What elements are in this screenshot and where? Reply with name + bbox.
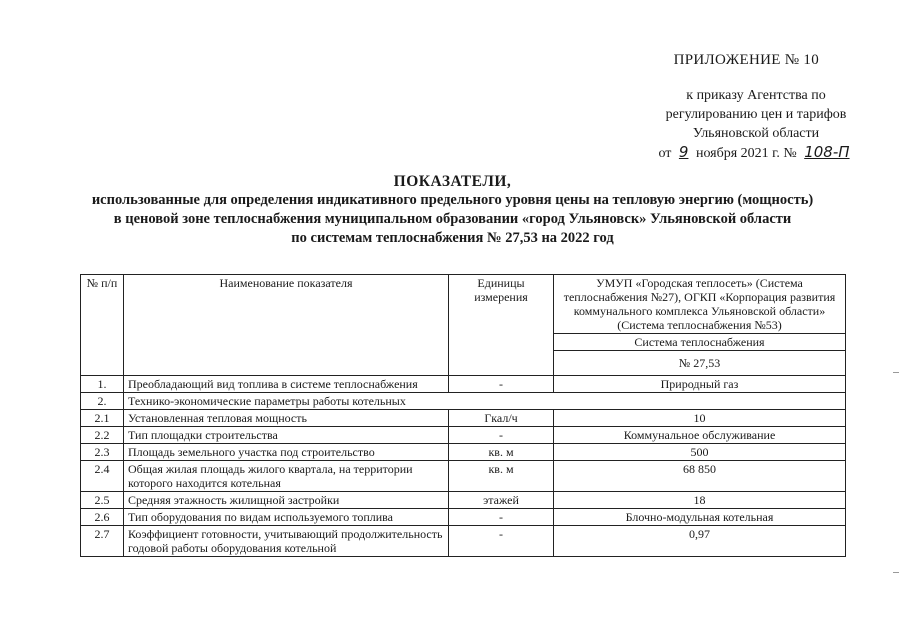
row-name: Установленная тепловая мощность xyxy=(124,410,449,427)
indicators-table xyxy=(80,274,846,557)
row-unit: Гкал/ч xyxy=(449,410,554,427)
row-value: 500 xyxy=(554,444,846,461)
row-unit: - xyxy=(449,376,554,393)
table-row xyxy=(81,427,846,444)
row-unit: кв. м xyxy=(449,444,554,461)
table-row xyxy=(81,444,846,461)
row-name: Коэффициент готовности, учитывающий продолжительность годовой работы оборудования котельной xyxy=(124,526,449,557)
row-value: Коммунальное обслуживание xyxy=(554,427,846,444)
row-value: Блочно-модульная котельная xyxy=(554,509,846,526)
row-name: Площадь земельного участка под строительство xyxy=(124,444,449,461)
row-value: Природный газ xyxy=(554,376,846,393)
row-unit: - xyxy=(449,526,554,557)
handwritten-order-number: 108-П xyxy=(804,143,850,161)
date-prefix: от xyxy=(658,146,672,161)
handwritten-day: 9 xyxy=(678,143,689,161)
header-system-number: № 27,53 xyxy=(554,351,846,376)
table-row xyxy=(81,376,846,393)
date-rest: ноября 2021 г. № xyxy=(695,146,797,161)
row-unit: кв. м xyxy=(449,461,554,492)
row-value: 68 850 xyxy=(554,461,846,492)
order-line-1: к приказу Агентства по xyxy=(686,88,826,103)
row-unit: - xyxy=(449,509,554,526)
appendix-title: ПРИЛОЖЕНИЕ № 10 xyxy=(673,52,819,68)
row-name: Преобладающий вид топлива в системе теплоснабжения xyxy=(124,376,449,393)
header-num: № п/п xyxy=(81,275,124,376)
table-row xyxy=(81,492,846,509)
heading-title: ПОКАЗАТЕЛИ, xyxy=(393,173,512,190)
row-num: 1. xyxy=(81,376,124,393)
row-unit: - xyxy=(449,427,554,444)
order-line-3: Ульяновской области xyxy=(692,126,820,141)
scan-edge-mark xyxy=(893,372,899,373)
row-num: 2.2 xyxy=(81,427,124,444)
row-unit: этажей xyxy=(449,492,554,509)
heading-line-3: по системам теплоснабжения № 27,53 на 2022 год xyxy=(291,230,614,246)
heading-line-2: в ценовой зоне теплоснабжения муниципальном образовании «город Ульяновск» Ульяновской области xyxy=(113,211,792,227)
table-header-row xyxy=(81,275,846,334)
row-name: Тип площадки строительства xyxy=(124,427,449,444)
row-value: 18 xyxy=(554,492,846,509)
row-name: Средняя этажность жилищной застройки xyxy=(124,492,449,509)
header-organizations: УМУП «Городская теплосеть» (Система теплоснабжения №27), ОГКП «Корпорация развития коммунального комплекса Ульяновской области» (Система теплоснабжения №53) xyxy=(554,275,846,334)
document-heading xyxy=(60,172,845,248)
row-num: 2.5 xyxy=(81,492,124,509)
scan-edge-mark xyxy=(893,572,899,573)
order-reference xyxy=(651,86,861,163)
row-value: 0,97 xyxy=(554,526,846,557)
row-num: 2.3 xyxy=(81,444,124,461)
row-num: 2.6 xyxy=(81,509,124,526)
row-num: 2.1 xyxy=(81,410,124,427)
table-row xyxy=(81,509,846,526)
row-num: 2.4 xyxy=(81,461,124,492)
row-name: Технико-экономические параметры работы котельных xyxy=(124,393,846,410)
row-num: 2. xyxy=(81,393,124,410)
table-row xyxy=(81,410,846,427)
table-row xyxy=(81,393,846,410)
table-row xyxy=(81,461,846,492)
row-name: Тип оборудования по видам используемого топлива xyxy=(124,509,449,526)
row-num: 2.7 xyxy=(81,526,124,557)
header-name: Наименование показателя xyxy=(124,275,449,376)
table-row xyxy=(81,526,846,557)
order-date-line xyxy=(651,143,861,163)
heading-line-1: использованные для определения индикативного предельного уровня цены на тепловую энергию (мощность) xyxy=(91,192,814,208)
row-name: Общая жилая площадь жилого квартала, на территории которого находится котельная xyxy=(124,461,449,492)
header-unit: Единицы измерения xyxy=(449,275,554,376)
row-value: 10 xyxy=(554,410,846,427)
order-line-2: регулированию цен и тарифов xyxy=(665,107,847,122)
header-system-label: Система теплоснабжения xyxy=(554,334,846,351)
